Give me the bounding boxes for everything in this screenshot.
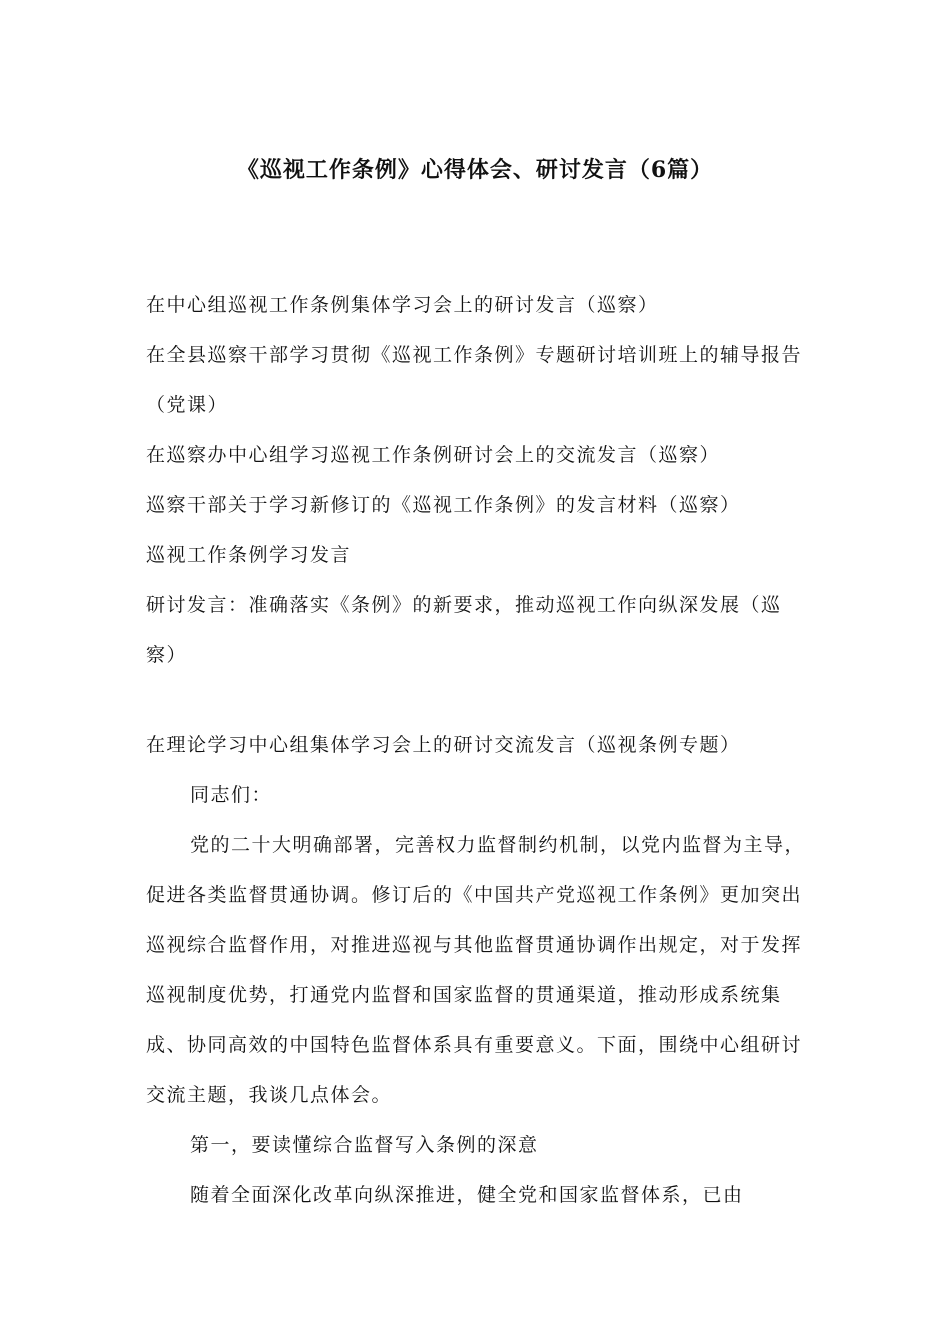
toc-item: 在中心组巡视工作条例集体学习会上的研讨发言（巡察） (146, 294, 659, 316)
body-paragraph: 党的二十大明确部署，完善权力监督制约机制，以党内监督为主导，促进各类监督贯通协调。修订后的《中国共产党巡视工作条例》更加突出巡视综合监督作用，对推进巡视与其他监督贯通协调作出规定，对于发挥巡视制度优势，打通党内监督和国家监督的贯通渠道，推动形成系统集成、协同高效的中国特色监督体系具有重要意义。下面，围绕中心组研讨交流主题，我谈几点体会。 (146, 834, 806, 1106)
toc-item: 巡察干部关于学习新修订的《巡视工作条例》的发言材料（巡察） (146, 494, 741, 516)
article-heading: 在理论学习中心组集体学习会上的研讨交流发言（巡视条例专题） (146, 734, 741, 756)
toc-item: 在巡察办中心组学习巡视工作条例研讨会上的交流发言（巡察） (146, 444, 721, 466)
table-of-contents (146, 280, 810, 680)
salutation: 同志们： (190, 784, 273, 806)
document-title: 《巡视工作条例》心得体会、研讨发言（6篇） (236, 157, 714, 183)
toc-item: 在全县巡察干部学习贯彻《巡视工作条例》专题研讨培训班上的辅导报告（党课） (146, 344, 803, 416)
article-body (146, 720, 810, 1220)
body-paragraph: 随着全面深化改革向纵深推进，健全党和国家监督体系，已由 (190, 1184, 744, 1206)
toc-item: 巡视工作条例学习发言 (146, 544, 352, 566)
toc-item: 研讨发言：准确落实《条例》的新要求，推动巡视工作向纵深发展（巡察） (146, 594, 782, 666)
section-heading: 第一，要读懂综合监督写入条例的深意 (190, 1134, 539, 1156)
